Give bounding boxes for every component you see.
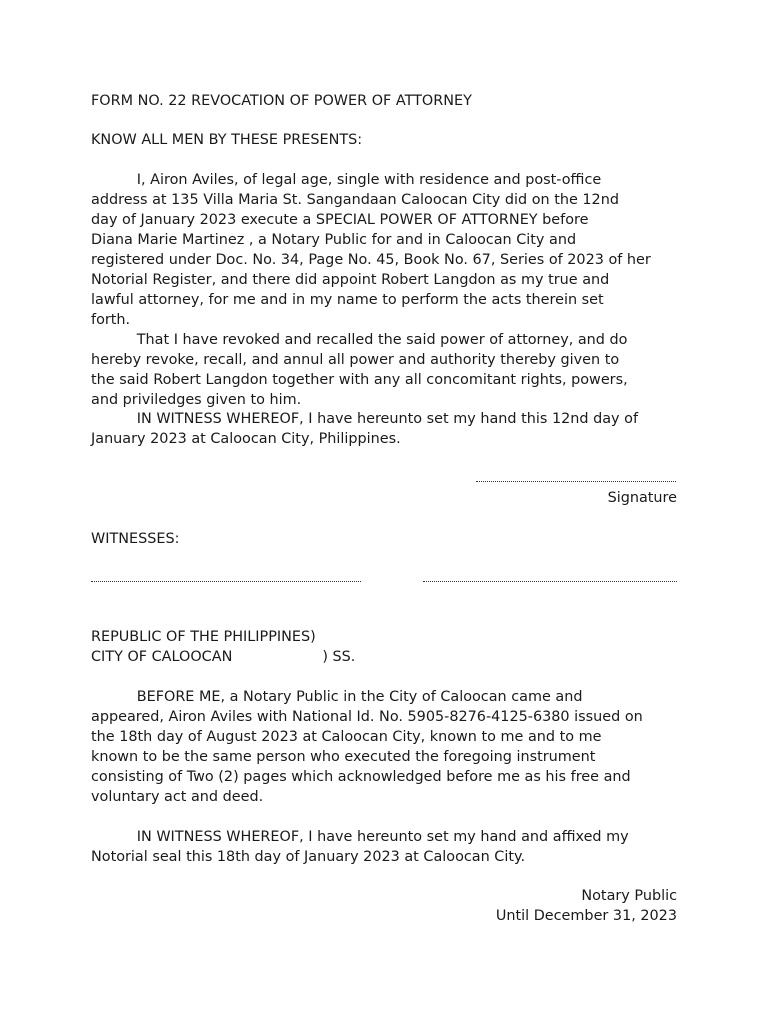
notary-until: Until December 31, 2023 <box>495 908 677 924</box>
paragraph-line: consisting of Two (2) pages which acknowledged before me as his free and <box>91 769 631 785</box>
witnesses-label: WITNESSES: <box>91 531 180 547</box>
paragraph-line: Notorial seal this 18th day of January 2023 at Caloocan City. <box>91 849 526 865</box>
paragraph-line: IN WITNESS WHEREOF, I have hereunto set my hand and affixed my <box>91 829 629 845</box>
venue-line-2 <box>91 647 355 667</box>
paragraph-line: I, Airon Aviles, of legal age, single with residence and post-office <box>91 172 602 188</box>
paragraph-line: voluntary act and deed. <box>91 789 264 805</box>
witness-signature-line-1 <box>91 581 361 582</box>
signature-label: Signature <box>607 490 677 506</box>
paragraph-line: forth. <box>91 312 131 328</box>
paragraph-line: the said Robert Langdon together with any all concomitant rights, powers, <box>91 372 628 388</box>
paragraph-line: known to be the same person who executed the foregoing instrument <box>91 749 596 765</box>
venue-city: CITY OF CALOOCAN <box>91 649 233 665</box>
paragraph-line: and priviledges given to him. <box>91 392 302 408</box>
venue-line-1: REPUBLIC OF THE PHILIPPINES) <box>91 629 316 645</box>
notary-label: Notary Public <box>581 888 677 904</box>
paragraph-line: January 2023 at Caloocan City, Philippines. <box>91 431 401 447</box>
paragraph-line: IN WITNESS WHEREOF, I have hereunto set my hand this 12nd day of <box>91 411 639 427</box>
paragraph-line: That I have revoked and recalled the said power of attorney, and do <box>91 332 628 348</box>
signature-line <box>476 481 676 482</box>
paragraph-line: the 18th day of August 2023 at Caloocan City, known to me and to me <box>91 729 602 745</box>
witness-signature-line-2 <box>423 581 677 582</box>
paragraph-line: appeared, Airon Aviles with National Id. No. 5905-8276-4125-6380 issued on <box>91 709 643 725</box>
paragraph-line: hereby revoke, recall, and annul all power and authority thereby given to <box>91 352 620 368</box>
paragraph-line: BEFORE ME, a Notary Public in the City of Caloocan came and <box>91 689 583 705</box>
venue-ss: ) SS. <box>322 649 356 665</box>
greeting: KNOW ALL MEN BY THESE PRESENTS: <box>91 132 363 148</box>
paragraph-line: address at 135 Villa Maria St. Sangandaan Caloocan City did on the 12nd <box>91 192 619 208</box>
paragraph-line: registered under Doc. No. 34, Page No. 45, Book No. 67, Series of 2023 of her <box>91 252 651 268</box>
paragraph-line: day of January 2023 execute a SPECIAL POWER OF ATTORNEY before <box>91 212 589 228</box>
paragraph-line: lawful attorney, for me and in my name to perform the acts therein set <box>91 292 604 308</box>
paragraph-line: Notorial Register, and there did appoint Robert Langdon as my true and <box>91 272 610 288</box>
paragraph-line: Diana Marie Martinez , a Notary Public for and in Caloocan City and <box>91 232 577 248</box>
form-title: FORM NO. 22 REVOCATION OF POWER OF ATTORNEY <box>91 93 472 109</box>
